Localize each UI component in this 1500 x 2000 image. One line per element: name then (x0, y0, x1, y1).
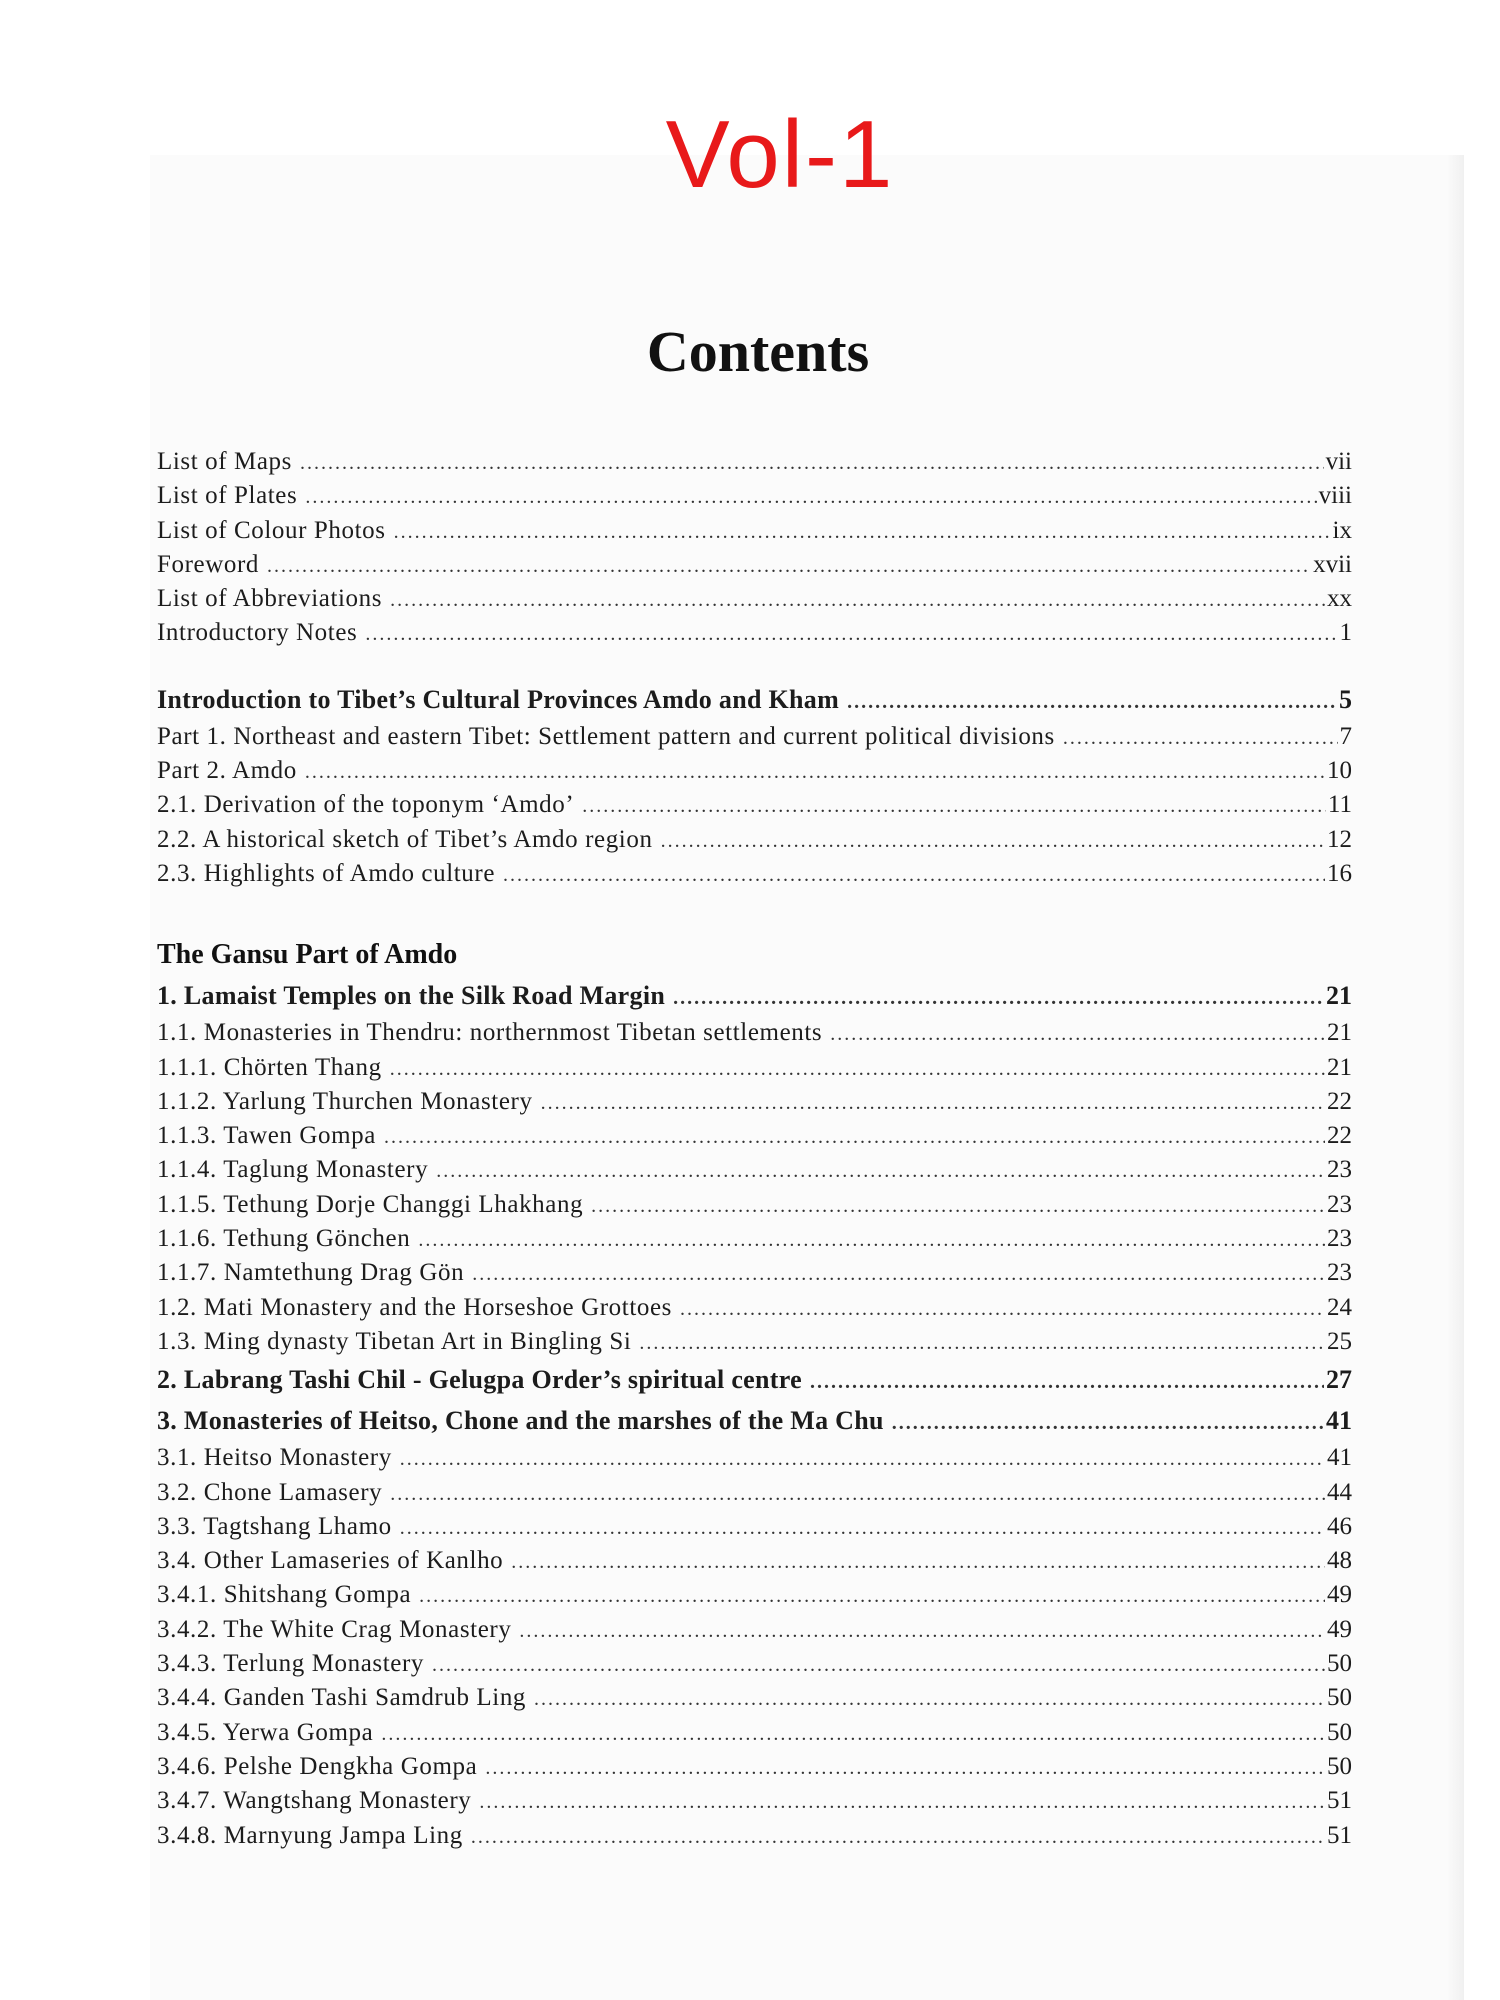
toc-entry-title: 3.2. Chone Lamasery (157, 1478, 383, 1506)
toc-entry (157, 720, 1352, 754)
dot-leader (400, 1511, 1325, 1545)
dot-leader (305, 480, 1316, 514)
toc-entry-page: 27 (1326, 1365, 1352, 1395)
toc-entry-page: 49 (1327, 1581, 1352, 1609)
dot-leader (267, 549, 1311, 583)
toc-entry (157, 1544, 1352, 1578)
toc-entry-page: ix (1332, 516, 1352, 544)
toc-entry (157, 1051, 1352, 1085)
dot-leader (511, 1545, 1325, 1579)
dot-leader (479, 1785, 1325, 1819)
dot-leader (639, 1326, 1325, 1360)
toc-entry-page: 51 (1327, 1787, 1352, 1815)
toc-entry (157, 445, 1352, 479)
toc-entry-page: 10 (1327, 757, 1352, 785)
toc-entry-title: 1.1.3. Tawen Gompa (157, 1122, 376, 1150)
dot-leader (305, 755, 1325, 789)
toc-entry-title: 3. Monasteries of Heitso, Chone and the marshes of the Ma Chu (157, 1406, 884, 1436)
dot-leader (390, 1477, 1325, 1511)
volume-label: Vol-1 (665, 101, 895, 208)
dot-leader (365, 617, 1337, 651)
toc-entry-title: 2. Labrang Tashi Chil - Gelugpa Order’s spiritual centre (157, 1365, 802, 1395)
toc-entry-page: 41 (1327, 1444, 1352, 1472)
dot-leader (847, 682, 1337, 723)
toc-entry-title: 3.4. Other Lamaseries of Kanlho (157, 1547, 504, 1575)
table-of-contents (157, 445, 1352, 1853)
toc-entry (157, 823, 1352, 857)
toc-entry-page: xx (1327, 585, 1352, 613)
toc-entry-title: 3.4.2. The White Crag Monastery (157, 1615, 512, 1643)
toc-entry (157, 1119, 1352, 1153)
dot-leader (680, 1292, 1325, 1326)
toc-entry-page: 50 (1327, 1718, 1352, 1746)
dot-leader (472, 1257, 1325, 1291)
dot-leader (534, 1682, 1325, 1716)
toc-entry-page: 41 (1326, 1406, 1352, 1436)
toc-entry-page: 51 (1327, 1821, 1352, 1849)
toc-entry-page: 22 (1327, 1087, 1352, 1115)
toc-entry-page: 50 (1327, 1752, 1352, 1780)
toc-entry-page: 23 (1327, 1190, 1352, 1218)
toc-entry-page: 46 (1327, 1512, 1352, 1540)
toc-entry-title: Introductory Notes (157, 619, 358, 647)
toc-entry-page: 23 (1327, 1156, 1352, 1184)
toc-entry-title: Part 2. Amdo (157, 757, 297, 785)
toc-entry-title: Foreword (157, 550, 260, 578)
toc-entry (157, 1441, 1352, 1475)
toc-entry (157, 1188, 1352, 1222)
toc-entry-title: 2.2. A historical sketch of Tibet’s Amdo region (157, 825, 653, 853)
toc-entry (157, 1291, 1352, 1325)
toc-entry-page: 24 (1327, 1293, 1352, 1321)
toc-entry-title: List of Plates (157, 482, 298, 510)
toc-entry (157, 1359, 1352, 1400)
toc-entry-title: 1.1. Monasteries in Thendru: northernmost Tibetan settlements (157, 1019, 823, 1047)
dot-leader (673, 978, 1324, 1019)
toc-entry (157, 1613, 1352, 1647)
dot-leader (432, 1648, 1325, 1682)
toc-entry (157, 1256, 1352, 1290)
dot-leader (390, 1052, 1325, 1086)
toc-entry (157, 1476, 1352, 1510)
toc-entry-page: 50 (1327, 1650, 1352, 1678)
toc-entry (157, 1400, 1352, 1441)
toc-entry (157, 1681, 1352, 1715)
dot-leader (892, 1403, 1324, 1444)
toc-entry-page: 49 (1327, 1615, 1352, 1643)
toc-entry-title: 3.4.7. Wangtshang Monastery (157, 1787, 472, 1815)
toc-entry-title: 3.4.3. Terlung Monastery (157, 1650, 425, 1678)
toc-entry-title: 3.3. Tagtshang Lhamo (157, 1512, 392, 1540)
toc-entry-title: 3.4.6. Pelshe Dengkha Gompa (157, 1752, 478, 1780)
toc-entry-title: 1.1.4. Taglung Monastery (157, 1156, 429, 1184)
toc-entry-page: 21 (1327, 1019, 1352, 1047)
toc-entry (157, 582, 1352, 616)
toc-entry-title: List of Colour Photos (157, 516, 386, 544)
dot-leader (519, 1614, 1325, 1648)
dot-leader (485, 1751, 1325, 1785)
toc-entry-page: 44 (1327, 1478, 1352, 1506)
toc-entry-title: 1.3. Ming dynasty Tibetan Art in Bingling Si (157, 1327, 632, 1355)
dot-leader (394, 515, 1331, 549)
dot-leader (830, 1017, 1325, 1051)
toc-entry (157, 857, 1352, 891)
dot-leader (381, 1717, 1325, 1751)
toc-entry-page: 11 (1327, 791, 1352, 819)
introduction-list (157, 679, 1352, 891)
dot-leader (400, 1442, 1325, 1476)
toc-entry-title: Introduction to Tibet’s Cultural Provinces Amdo and Kham (157, 684, 840, 714)
front-matter-list (157, 445, 1352, 651)
toc-entry (157, 788, 1352, 822)
toc-entry-title: 1.1.5. Tethung Dorje Changgi Lhakhang (157, 1190, 584, 1218)
toc-entry-page: xvii (1313, 550, 1352, 578)
toc-entry-title: Part 1. Northeast and eastern Tibet: Settlement pattern and current political divisions (157, 722, 1055, 750)
section-heading-gansu: The Gansu Part of Amdo (157, 939, 458, 971)
dot-leader (591, 1189, 1325, 1223)
toc-entry (157, 1716, 1352, 1750)
page-title: Contents (646, 319, 870, 384)
dot-leader (471, 1820, 1325, 1854)
toc-entry-title: 3.4.4. Ganden Tashi Samdrub Ling (157, 1684, 527, 1712)
dot-leader (503, 858, 1325, 892)
toc-entry (157, 548, 1352, 582)
dot-leader (661, 824, 1325, 858)
dot-leader (418, 1223, 1325, 1257)
toc-entry-title: 1.2. Mati Monastery and the Horseshoe Grottoes (157, 1293, 673, 1321)
toc-entry (157, 1647, 1352, 1681)
dot-leader (384, 1120, 1325, 1154)
toc-entry-title: 3.4.1. Shitshang Gompa (157, 1581, 412, 1609)
toc-entry-title: 1.1.1. Chörten Thang (157, 1053, 382, 1081)
toc-entry-title: 1.1.7. Namtethung Drag Gön (157, 1259, 465, 1287)
toc-entry-title: 2.3. Highlights of Amdo culture (157, 859, 496, 887)
toc-entry (157, 1222, 1352, 1256)
spacer (157, 651, 1352, 679)
toc-entry-page: 1 (1339, 619, 1352, 647)
spacer (157, 891, 1352, 934)
toc-entry-page: 48 (1327, 1547, 1352, 1575)
toc-entry (157, 1085, 1352, 1119)
toc-entry (157, 679, 1352, 720)
toc-entry-page: 23 (1327, 1259, 1352, 1287)
toc-entry (157, 1750, 1352, 1784)
dot-leader (582, 789, 1326, 823)
toc-entry-title: 2.1. Derivation of the toponym ‘Amdo’ (157, 791, 575, 819)
toc-entry (157, 479, 1352, 513)
toc-entry-page: viii (1318, 482, 1352, 510)
page-edge (1448, 155, 1464, 2000)
dot-leader (1063, 721, 1338, 755)
toc-entry-page: vii (1325, 448, 1352, 475)
toc-entry (157, 1784, 1352, 1818)
dot-leader (436, 1154, 1325, 1188)
toc-entry-title: 1.1.6. Tethung Gönchen (157, 1225, 411, 1253)
toc-entry (157, 1153, 1352, 1187)
toc-entry (157, 616, 1352, 650)
toc-entry (157, 514, 1352, 548)
toc-entry-title: List of Abbreviations (157, 585, 383, 613)
toc-entry-page: 50 (1327, 1684, 1352, 1712)
toc-entry (157, 754, 1352, 788)
toc-entry (157, 1325, 1352, 1359)
toc-entry-page: 16 (1327, 859, 1352, 887)
toc-entry-page: 21 (1327, 1053, 1352, 1081)
gansu-list (157, 975, 1352, 1853)
toc-entry (157, 1510, 1352, 1544)
toc-entry-page: 22 (1327, 1122, 1352, 1150)
toc-entry-page: 7 (1339, 722, 1352, 750)
toc-entry-title: 3.1. Heitso Monastery (157, 1444, 392, 1472)
toc-entry-page: 21 (1326, 981, 1352, 1011)
toc-entry (157, 975, 1352, 1016)
dot-leader (810, 1362, 1324, 1403)
toc-entry-page: 23 (1327, 1225, 1352, 1253)
toc-entry-title: 1. Lamaist Temples on the Silk Road Margin (157, 981, 666, 1011)
dot-leader (419, 1579, 1325, 1613)
toc-entry (157, 1578, 1352, 1612)
dot-leader (541, 1086, 1325, 1120)
toc-entry-page: 5 (1339, 684, 1352, 714)
dot-leader (300, 446, 1324, 480)
toc-entry (157, 1819, 1352, 1853)
toc-entry-page: 25 (1327, 1327, 1352, 1355)
toc-entry (157, 1016, 1352, 1050)
toc-entry-title: List of Maps (157, 448, 292, 475)
toc-entry-title: 1.1.2. Yarlung Thurchen Monastery (157, 1087, 533, 1115)
toc-entry-title: 3.4.8. Marnyung Jampa Ling (157, 1821, 463, 1849)
dot-leader (390, 583, 1325, 617)
toc-entry-page: 12 (1327, 825, 1352, 853)
toc-entry-title: 3.4.5. Yerwa Gompa (157, 1718, 374, 1746)
